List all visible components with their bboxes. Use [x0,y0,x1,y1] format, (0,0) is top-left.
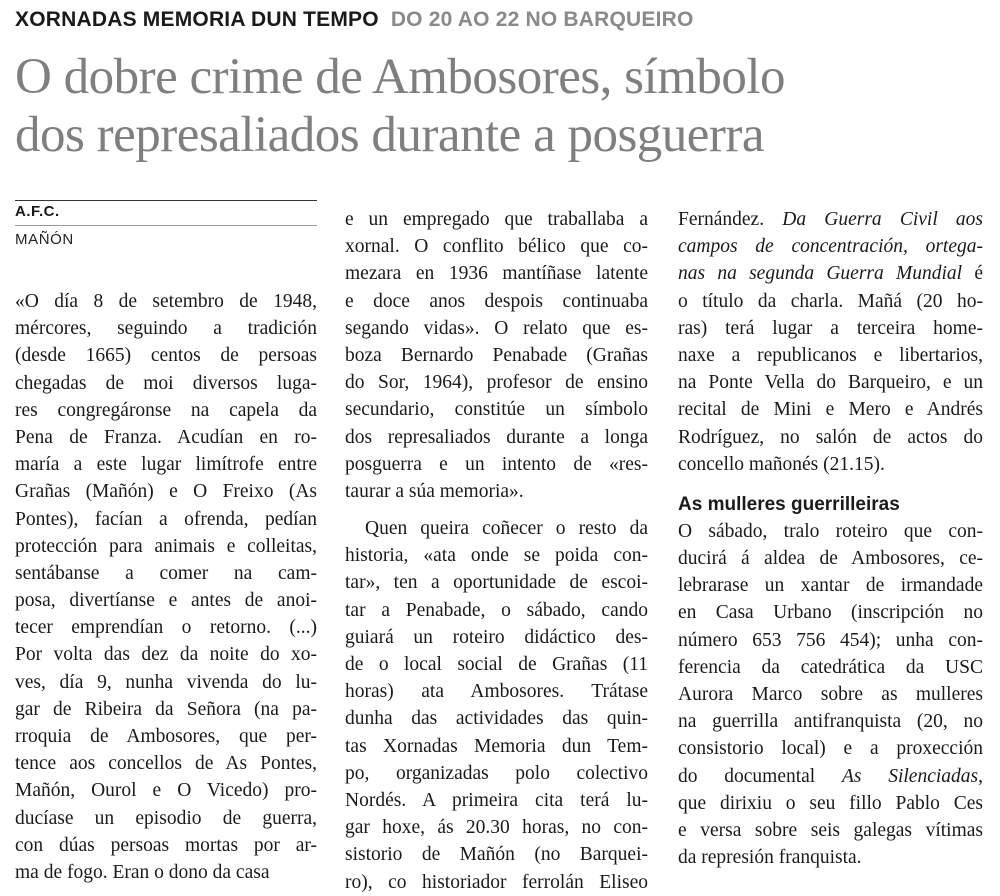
col3-line: o título da charla. Mañá (20 ho- [678,290,983,312]
talk-title-part: campos de concentración, ortega- [678,236,983,258]
col3-line: da represión franquista. [678,847,862,869]
text-span: do documental [678,765,842,787]
text-line: res congregáronse na capela da [15,399,317,421]
text-line: e doce anos despois continuaba [345,290,648,312]
text-line: posguerra e un intento de «res- [345,453,648,475]
byline-divider [15,225,317,226]
col3-line [678,233,983,260]
text-line: ferencia da catedrática da USC [678,656,983,678]
article-column-1 [15,288,317,886]
subheading: As mulleres guerrilleiras [678,493,900,515]
text-line: gar de Ribeira da Señora (na pa- [15,698,317,720]
col3-line: que dirixiu o seu fillo Pablo Ces [678,792,983,814]
headline-line-1: O dobre crime de Ambosores, símbolo [15,49,786,105]
col3-line [678,206,983,233]
talk-title-part: nas na segunda Guerra Mundial [678,263,963,285]
col3-line: concello mañonés (21.15). [678,453,885,475]
kicker-section: XORNADAS MEMORIA DUN TEMPO [15,8,379,31]
text-line: Pontes), facían a ofrenda, pedían [15,508,317,530]
text-line: gar hoxe, ás 20.30 horas, no con- [345,817,648,839]
text-line: taurar a súa memoria». [345,480,524,502]
text-line: de o local social de Grañas (11 [345,654,648,675]
text-line: número 653 756 454); unha con- [678,629,983,651]
text-span: é [962,263,984,285]
text-line: ducirá á aldea de Ambosores, ce- [678,548,983,570]
text-line: sistorio de Mañón (no Barquei- [345,844,648,866]
text-span: , [978,765,983,787]
text-line: guiará un roteiro didáctico des- [345,626,648,648]
text-line: do Sor, 1964), profesor de ensino [345,372,648,394]
talk-title-part: Da Guerra Civil aos [782,209,983,230]
text-line: tar a Penabade, o sábado, cando [345,599,648,621]
text-line: rroquia de Ambosores, que per- [15,726,317,747]
col3-line: na Ponte Vella do Barqueiro, e un [678,372,983,394]
col3-line: naxe a republicanos e libertarios, [678,344,983,366]
text-line: tas Xornadas Memoria dun Tem- [345,735,648,757]
text-line: «O día 8 de setembro de 1948, [15,291,317,312]
text-line: Quen queira coñecer o resto da [365,518,648,540]
text-line: en Casa Urbano (inscripción no [678,602,983,624]
text-line: Por volta das dez da noite do xo- [15,644,317,666]
text-line: tar», ten a oportunidade de escoi- [345,572,648,594]
text-line: (desde 1665) centos de persoas [15,345,317,367]
text-line: O sábado, tralo roteiro que con- [678,520,983,542]
headline-line-2: dos represaliados durante a posguerra [15,107,765,163]
text-line: tence aos concellos de As Pontes, [15,753,317,775]
film-title: As Silenciadas [841,765,979,787]
col3-line [678,260,983,287]
text-line: secundario, constitúe un símbolo [345,399,648,421]
text-line: lebrarase un xantar de irmandade [678,575,983,597]
col3-line: Rodríguez, no salón de actos do [678,426,983,448]
text-line: maría a este lugar limítrofe entre [15,454,317,476]
text-line: xornal. O conflito bélico que co- [345,236,648,258]
article-column-3 [678,206,983,871]
text-line: Aurora Marco sobre as mulleres [678,684,983,705]
kicker-subsection: DO 20 AO 22 NO BARQUEIRO [390,8,694,31]
text-line: con dúas persoas mortas por ar- [15,834,317,856]
text-line: tecer emprendían o retorno. (...) [15,617,317,639]
text-line: na guerrilla antifranquista (20, no [678,711,983,733]
text-line: Grañas (Mañón) e O Freixo (As [15,481,317,503]
section-kicker [15,8,694,32]
text-line: ma de fogo. Eran o dono da casa [15,861,270,883]
text-line: horas) ata Ambosores. Trátase [345,681,648,703]
byline-author: A.F.C. [15,203,60,220]
text-span: Fernández. [678,209,783,230]
text-line: ro), co historiador ferrolán Eliseo [345,871,648,893]
headline [15,48,995,164]
text-line: e un empregado que traballaba a [345,209,648,230]
byline-place: MAÑÓN [15,231,74,248]
text-line: dunha das actividades das quin- [345,708,648,730]
text-line: Nordés. A primeira cita terá lu- [345,789,648,811]
col3-line: ras) terá lugar a terceira home- [678,317,983,339]
text-line: segando vidas». O relato que es- [345,317,648,339]
text-line: mércores, seguindo a tradición [15,318,317,340]
text-line: ducíase un episodio de guerra, [15,807,317,829]
col3-line: e versa sobre seis galegas vítimas [678,819,983,841]
text-line: Pena de Franza. Acudían en ro- [15,426,317,448]
text-line: dos represaliados durante a longa [345,426,648,448]
text-line: mezara en 1936 mantíñase latente [345,263,648,285]
text-line: consistorio local) e a proxección [678,738,983,760]
text-line: ves, día 9, nunha vivenda do lu- [15,671,317,693]
article-column-2 [345,206,648,896]
col3-line: recital de Mini e Mero e Andrés [678,399,983,421]
byline-top-rule [15,200,317,201]
col3-body-b [678,518,983,763]
col3-line [678,763,983,790]
text-line: posa, divertíanse e antes de anoi- [15,590,317,612]
text-line: protección para animais e colleitas, [15,535,317,557]
text-line: chegadas de moi diversos luga- [15,372,317,394]
text-line: po, organizadas polo colectivo [345,762,648,784]
text-line: boza Bernardo Penabade (Grañas [345,344,648,366]
text-line: sentábanse a comer na cam- [15,562,317,584]
text-line: historia, «ata onde se poida con- [345,545,648,567]
text-line: Mañón, Ourol e O Vicedo) pro- [15,780,317,802]
